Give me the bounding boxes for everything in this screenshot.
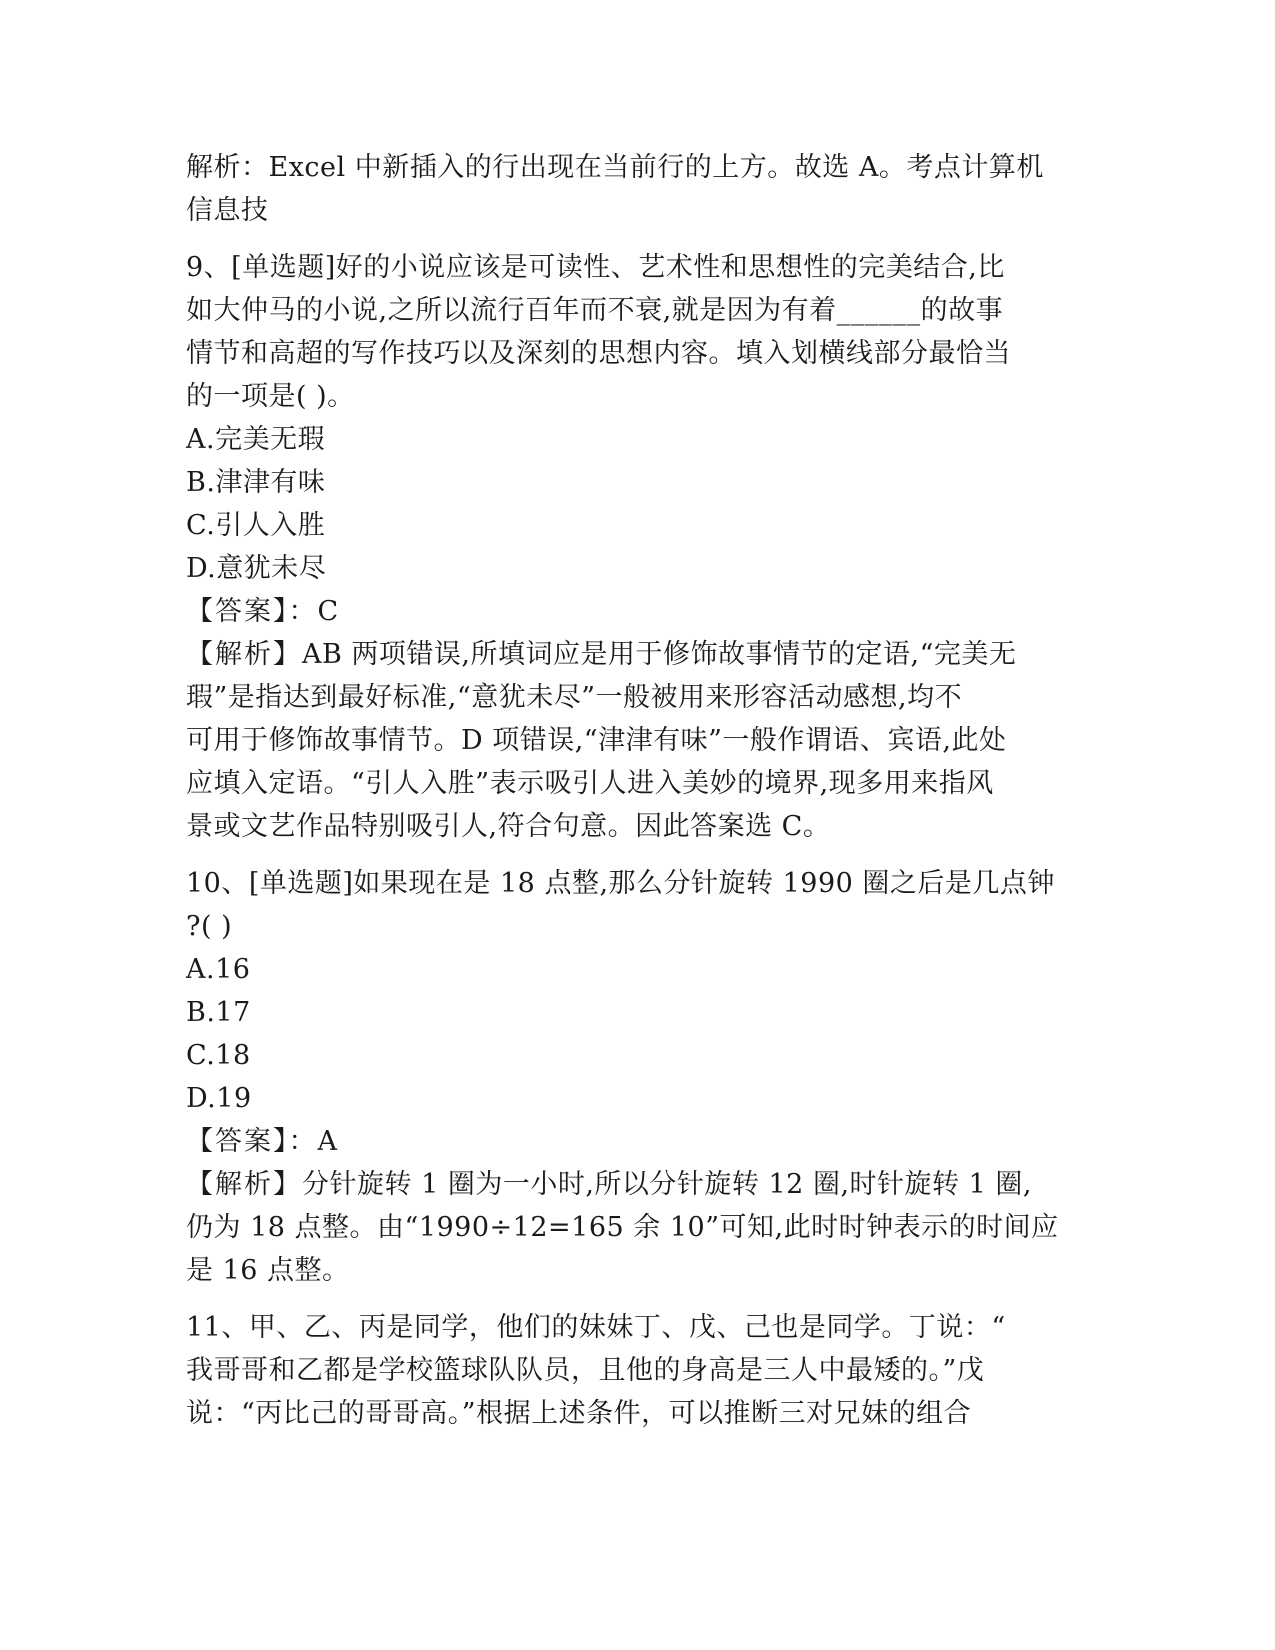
q10-analysis [186, 1163, 1086, 1292]
q11-stem-line: 11、甲、乙、丙是同学，他们的妹妹丁、戊、己也是同学。丁说：“ [186, 1312, 1006, 1343]
q11-stem-line: 我哥哥和乙都是学校篮球队队员，且他的身高是三人中最矮的。”戊 [186, 1355, 985, 1386]
q9-analysis [186, 633, 1086, 848]
q9-answer-label: 【答案】： [186, 596, 318, 627]
q10-stem-line: ?( ) [186, 911, 233, 942]
q10-option-d: D.19 [186, 1083, 252, 1114]
q8-analysis-line: 信息技 [186, 195, 269, 226]
q8-analysis-line: 解析：Excel 中新插入的行出现在当前行的上方。故选 A。考点计算机 [186, 152, 1044, 183]
q10-stem [186, 862, 1086, 948]
q11-stem [186, 1306, 1086, 1435]
q10-analysis-line: 分针旋转 1 圈为一小时,所以分针旋转 12 圈,时针旋转 1 圈, [302, 1169, 1032, 1200]
document-page [186, 146, 1086, 1435]
q9-stem-line: 情节和高超的写作技巧以及深刻的思想内容。填入划横线部分最恰当 [186, 338, 1011, 369]
q10-analysis-line: 仍为 18 点整。由“1990÷12=165 余 10”可知,此时时钟表示的时间应 [186, 1212, 1059, 1243]
q10-analysis-line: 是 16 点整。 [186, 1255, 350, 1286]
q10-option-a: A.16 [186, 954, 251, 985]
q9-option-a: A.完美无瑕 [186, 424, 326, 455]
q9-analysis-label: 【解析】 [186, 639, 302, 670]
q8-analysis [186, 146, 1086, 232]
q10-answer-label: 【答案】： [186, 1126, 318, 1157]
q10-answer [186, 1120, 1086, 1163]
q10-option-c: C.18 [186, 1040, 251, 1071]
q9-options [186, 418, 1086, 590]
q10-answer-value: A [317, 1126, 338, 1157]
q9-answer-value: C [317, 596, 339, 627]
q9-stem-line: 的一项是( )。 [186, 381, 355, 412]
q9-analysis-line: 瑕”是指达到最好标准,“意犹未尽”一般被用来形容活动感想,均不 [186, 682, 963, 713]
q9-analysis-line: AB 两项错误,所填词应是用于修饰故事情节的定语,“完美无 [302, 639, 1017, 670]
q10-analysis-label: 【解析】 [186, 1169, 302, 1200]
q9-stem-line: 9、[单选题]好的小说应该是可读性、艺术性和思想性的完美结合,比 [186, 252, 1005, 283]
q9-stem-line: 如大仲马的小说,之所以流行百年而不衰,就是因为有着______的故事 [186, 295, 1004, 326]
q9-analysis-line: 可用于修饰故事情节。D 项错误,“津津有味”一般作谓语、宾语,此处 [186, 725, 1007, 756]
q9-option-c: C.引人入胜 [186, 510, 326, 541]
q10-stem-line: 10、[单选题]如果现在是 18 点整,那么分针旋转 1990 圈之后是几点钟 [186, 868, 1055, 899]
q11-stem-line: 说：“丙比己的哥哥高。”根据上述条件，可以推断三对兄妹的组合 [186, 1398, 972, 1429]
q9-stem [186, 246, 1086, 418]
q9-analysis-line: 应填入定语。“引人入胜”表示吸引人进入美妙的境界,现多用来指风 [186, 768, 994, 799]
q9-analysis-line: 景或文艺作品特别吸引人,符合句意。因此答案选 C。 [186, 811, 831, 842]
q10-options [186, 948, 1086, 1120]
q9-option-b: B.津津有味 [186, 467, 326, 498]
q9-option-d: D.意犹未尽 [186, 553, 327, 584]
q9-answer [186, 590, 1086, 633]
q10-option-b: B.17 [186, 997, 251, 1028]
